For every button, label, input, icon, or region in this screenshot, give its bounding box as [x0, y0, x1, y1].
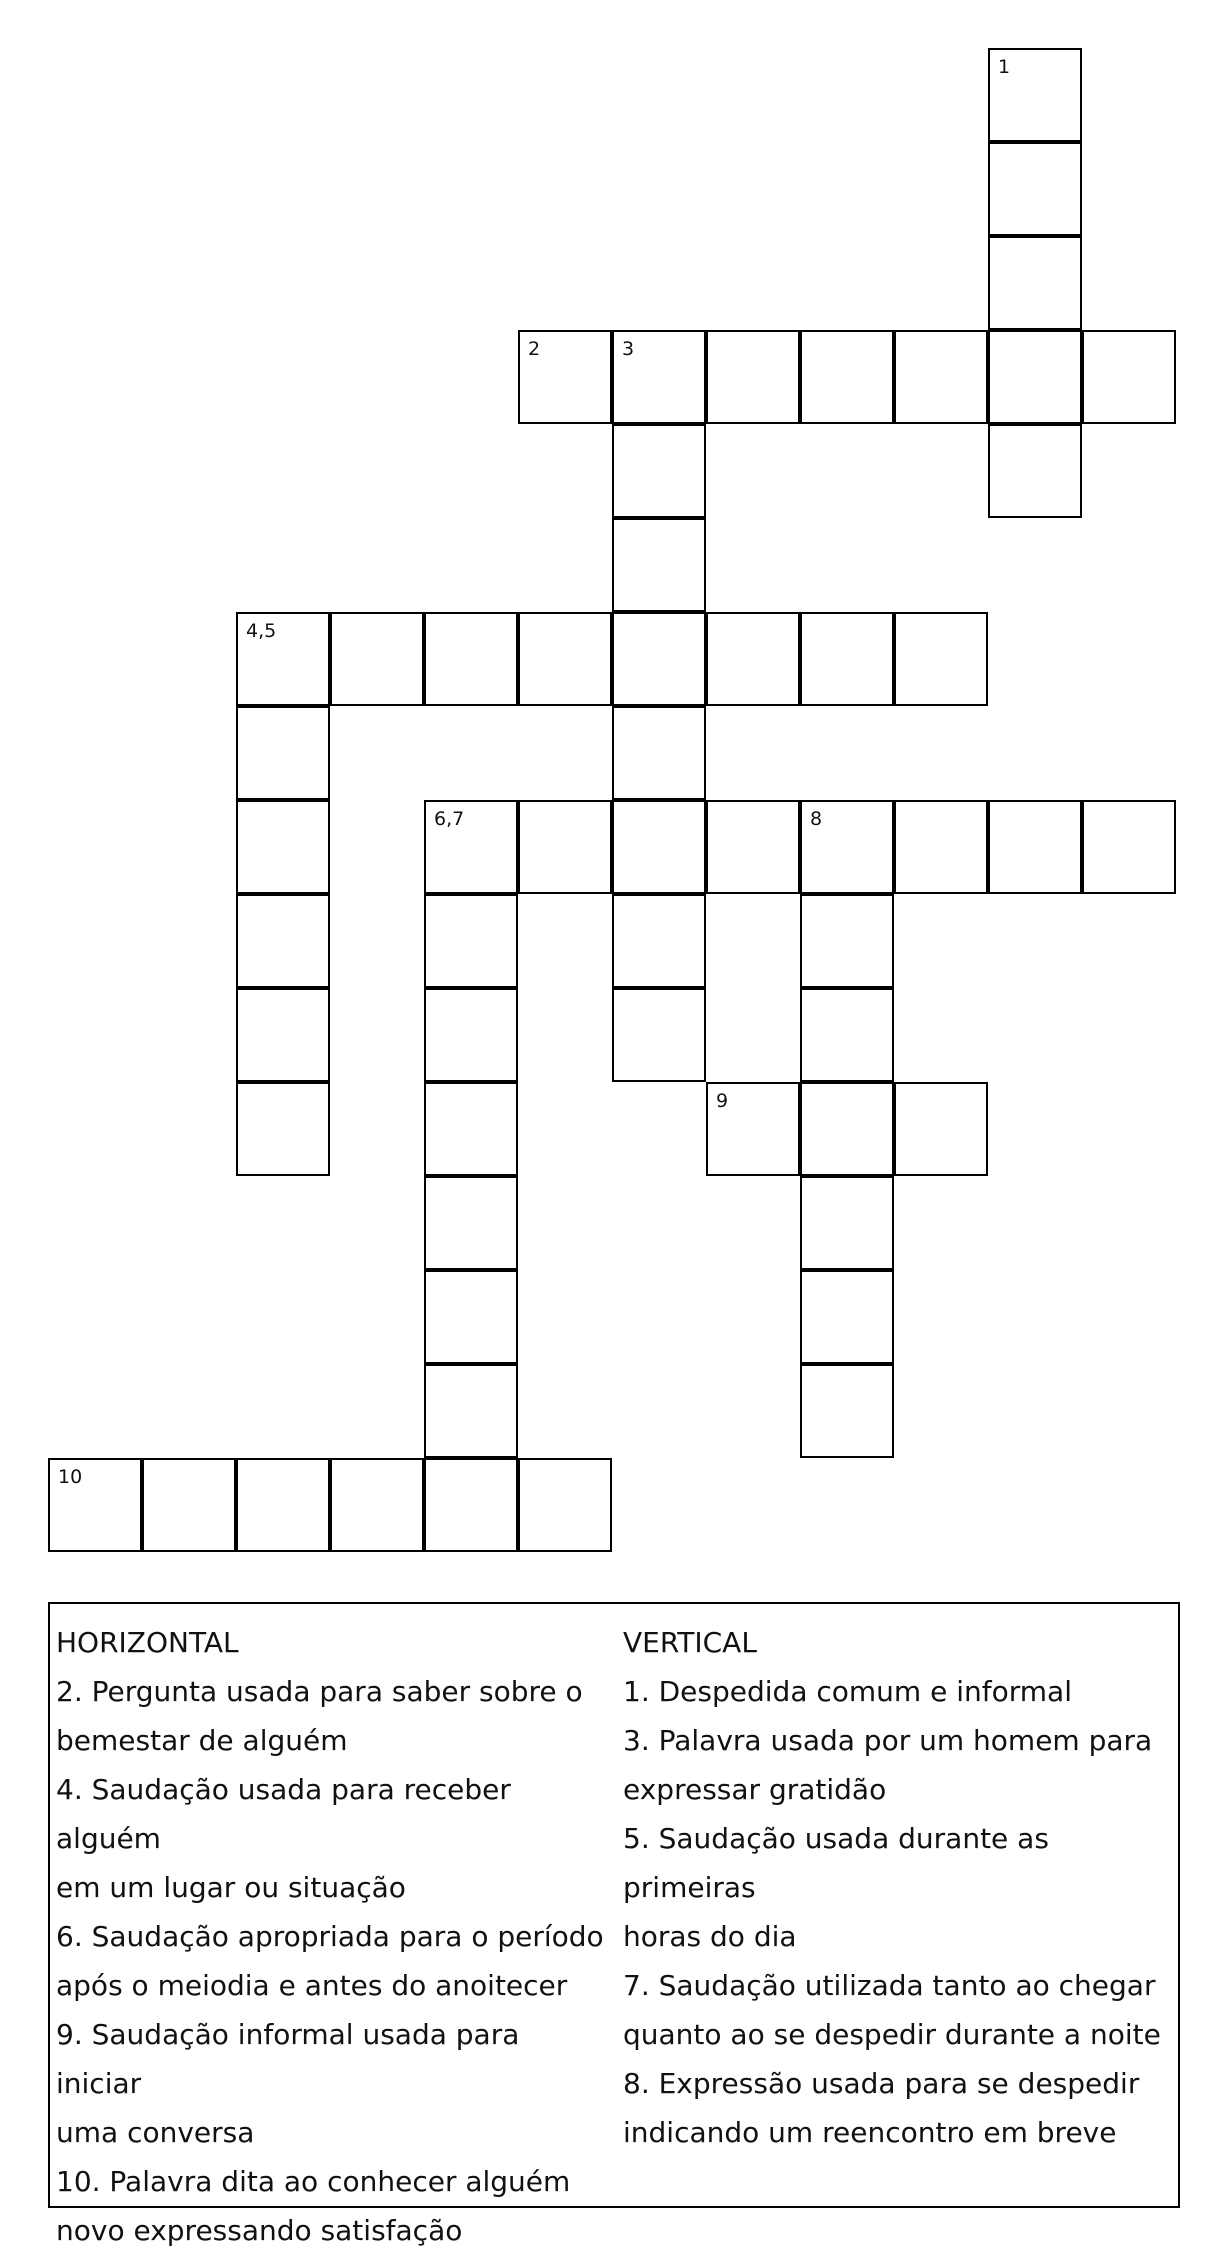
clue-line: 6. Saudação apropriada para o período: [56, 1920, 604, 1953]
vertical-title: VERTICAL: [623, 1626, 757, 1659]
clue-line: uma conversa: [56, 2116, 255, 2149]
crossword-cell[interactable]: [518, 800, 612, 894]
crossword-cell[interactable]: [800, 894, 894, 988]
crossword-cell[interactable]: [800, 612, 894, 706]
crossword-cell[interactable]: [612, 612, 706, 706]
crossword-cell[interactable]: [518, 330, 612, 424]
crossword-cell[interactable]: [894, 330, 988, 424]
crossword-cell[interactable]: [424, 988, 518, 1082]
clue-line: expressar gratidão: [623, 1773, 887, 1806]
crossword-cell[interactable]: [894, 1082, 988, 1176]
crossword-cell[interactable]: [518, 612, 612, 706]
crossword-cell[interactable]: [800, 1270, 894, 1364]
clue-number: 4,5: [246, 620, 277, 642]
clue-line: após o meiodia e antes do anoitecer: [56, 1969, 568, 2002]
crossword-cell[interactable]: [706, 800, 800, 894]
crossword-cell[interactable]: [612, 330, 706, 424]
crossword-cell[interactable]: [988, 800, 1082, 894]
crossword-cell[interactable]: [236, 1458, 330, 1552]
crossword-cell[interactable]: [800, 1364, 894, 1458]
crossword-cell[interactable]: [236, 1082, 330, 1176]
crossword-cell[interactable]: [612, 518, 706, 612]
crossword-cell[interactable]: [142, 1458, 236, 1552]
clue-number: 1: [998, 56, 1011, 78]
clue-number: 3: [622, 338, 635, 360]
clue-line: 7. Saudação utilizada tanto ao chegar: [623, 1969, 1156, 2002]
crossword-cell[interactable]: [894, 800, 988, 894]
crossword-cell[interactable]: [612, 800, 706, 894]
crossword-cell[interactable]: [1082, 330, 1176, 424]
crossword-cell[interactable]: [988, 330, 1082, 424]
horizontal-clues: [56, 1618, 608, 2255]
crossword-cell[interactable]: [800, 988, 894, 1082]
crossword-cell[interactable]: [612, 706, 706, 800]
crossword-cell[interactable]: [330, 612, 424, 706]
crossword-cell[interactable]: [988, 142, 1082, 236]
crossword-cell[interactable]: [236, 612, 330, 706]
crossword-cell[interactable]: [236, 706, 330, 800]
clue-line: indicando um reencontro em breve: [623, 2116, 1117, 2149]
clue-line: novo expressando satisfação: [56, 2214, 463, 2247]
clue-line: 10. Palavra dita ao conhecer alguém: [56, 2165, 571, 2198]
clue-number: 8: [810, 808, 823, 830]
clue-number: 6,7: [434, 808, 465, 830]
clue-number: 9: [716, 1090, 729, 1112]
clue-line: em um lugar ou situação: [56, 1871, 406, 1904]
clue-line: horas do dia: [623, 1920, 797, 1953]
clue-line: 4. Saudação usada para receber alguém: [56, 1773, 511, 1855]
crossword-cell[interactable]: [424, 1364, 518, 1458]
crossword-cell[interactable]: [424, 1458, 518, 1552]
crossword-cell[interactable]: [424, 1082, 518, 1176]
clue-number: 2: [528, 338, 541, 360]
vertical-clues: [623, 1618, 1175, 2157]
crossword-cell[interactable]: [424, 1176, 518, 1270]
crossword-cell[interactable]: [236, 894, 330, 988]
crossword-cell[interactable]: [988, 236, 1082, 330]
clue-line: 1. Despedida comum e informal: [623, 1675, 1072, 1708]
crossword-cell[interactable]: [612, 894, 706, 988]
clue-number: 10: [58, 1466, 83, 1488]
crossword-cell[interactable]: [236, 800, 330, 894]
crossword-cell[interactable]: [330, 1458, 424, 1552]
crossword-cell[interactable]: [800, 1176, 894, 1270]
clue-line: 2. Pergunta usada para saber sobre o: [56, 1675, 583, 1708]
crossword-cell[interactable]: [706, 612, 800, 706]
crossword-cell[interactable]: [424, 894, 518, 988]
crossword-cell[interactable]: [800, 800, 894, 894]
crossword-cell[interactable]: [800, 330, 894, 424]
horizontal-title: HORIZONTAL: [56, 1626, 239, 1659]
crossword-cell[interactable]: [518, 1458, 612, 1552]
crossword-cell[interactable]: [612, 424, 706, 518]
crossword-cell[interactable]: [236, 988, 330, 1082]
clue-line: 9. Saudação informal usada para iniciar: [56, 2018, 520, 2100]
clue-line: 3. Palavra usada por um homem para: [623, 1724, 1153, 1757]
crossword-cell[interactable]: [612, 988, 706, 1082]
crossword-cell[interactable]: [1082, 800, 1176, 894]
clue-line: 5. Saudação usada durante as primeiras: [623, 1822, 1049, 1904]
crossword-cell[interactable]: [894, 612, 988, 706]
crossword-cell[interactable]: [988, 48, 1082, 142]
crossword-cell[interactable]: [706, 330, 800, 424]
clue-line: bemestar de alguém: [56, 1724, 348, 1757]
crossword-cell[interactable]: [706, 1082, 800, 1176]
crossword-cell[interactable]: [800, 1082, 894, 1176]
clue-line: 8. Expressão usada para se despedir: [623, 2067, 1140, 2100]
clues-box: [48, 1602, 1180, 2247]
crossword-cell[interactable]: [988, 424, 1082, 518]
clue-line: quanto ao se despedir durante a noite: [623, 2018, 1161, 2051]
crossword-cell[interactable]: [48, 1458, 142, 1552]
crossword-cell[interactable]: [424, 612, 518, 706]
crossword-cell[interactable]: [424, 1270, 518, 1364]
crossword-cell[interactable]: [424, 800, 518, 894]
